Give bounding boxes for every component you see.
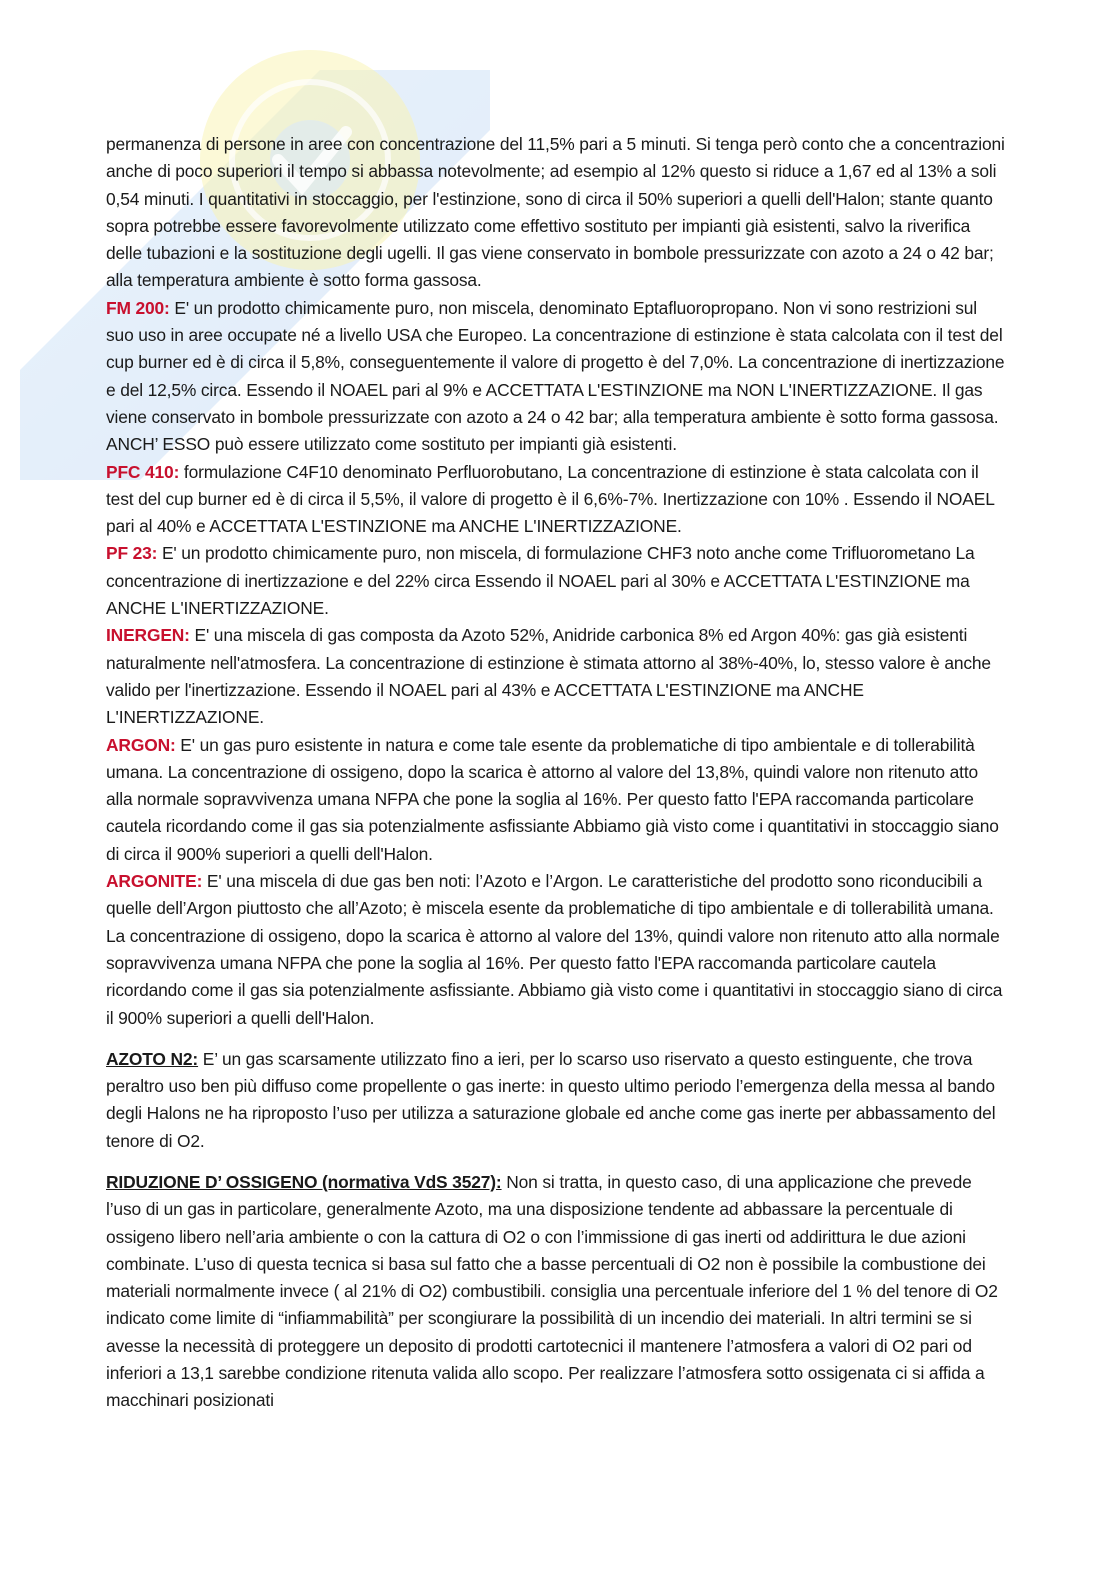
paragraph-heading: PFC 410: [106,461,180,482]
paragraph-heading: FM 200: [106,297,170,318]
paragraph-heading: INERGEN: [106,625,190,646]
paragraph-inergen [106,622,1006,731]
paragraph-text: E' una miscela di due gas ben noti: l’Azoto e l’Argon. Le caratteristiche del prodotto sono riconducibili a quelle dell’Argon piuttosto che all’Azoto; è miscela esente da problematiche di tipo ambientale e di tollerabilità umana. La concentrazione di ossigeno, dopo la scarica è attorno al valore del 13%, quindi valore non ritenuto atto alla normale sopravvivenza umana NFPA che pone la soglia al 16%. Per questo fatto l'EPA raccomanda particolare cautela ricordando come il gas sia potenzialmente asfissiante. Abbiamo già visto come i quantitativi in stoccaggio siano di circa il 900% superiori a quelli dell'Halon. [106,871,1003,1028]
paragraph-text: formulazione C4F10 denominato Perfluorobutano, La concentrazione di estinzione è stata calcolata con il test del cup burner ed è di circa il 5,5%, il valore di progetto è il 6,6%-7%. Inertizzazione con 10% . Essendo il NOAEL pari al 40% e ACCETTATA L'ESTINZIONE ma ANCHE L'INERTIZZAZIONE. [106,461,995,537]
paragraph-text: E' una miscela di gas composta da Azoto 52%, Anidride carbonica 8% ed Argon 40%: gas già esistenti naturalmente nell'atmosfera. La concentrazione di estinzione è stimata attorno al 38%-40%, lo, stesso valore è anche valido per l'inertizzazione. Essendo il NOAEL pari al 43% e ACCETTATA L'ESTINZIONE ma ANCHE L'INERTIZZAZIONE. [106,625,991,728]
paragraph-azoto [106,1046,1006,1155]
paragraph-pf23 [106,540,1006,622]
paragraph-text: E' un gas puro esistente in natura e come tale esente da problematiche di tipo ambientale e di tollerabilità umana. La concentrazione di ossigeno, dopo la scarica è attorno al valore del 13,8%, quindi valore non ritenuto atto alla normale sopravvivenza umana NFPA che pone la soglia al 16%. Per questo fatto l'EPA raccomanda particolare cautela ricordando come il gas sia potenzialmente asfissiante Abbiamo già visto come i quantitativi in stoccaggio siano di circa il 900% superiori a quelli dell'Halon. [106,734,999,864]
paragraph-fm200 [106,295,1006,459]
paragraph-text: E' un prodotto chimicamente puro, non miscela, di formulazione CHF3 noto anche come Trifluorometano La concentrazione di inertizzazione e del 22% circa Essendo il NOAEL pari al 30% e ACCETTATA L'ESTINZIONE ma ANCHE L'INERTIZZAZIONE. [106,543,975,619]
paragraph-argonite [106,868,1006,1032]
paragraph-text: E' un prodotto chimicamente puro, non miscela, denominato Eptafluoropropano. Non vi sono restrizioni sul suo uso in aree occupate né a livello USA che Europeo. La concentrazione di estinzione è stata calcolata con il test del cup burner ed è di circa il 5,8%, conseguentemente il valore di progetto è del 7,0%. La concentrazione di inertizzazione e del 12,5% circa. Essendo il NOAEL pari al 9% e ACCETTATA L'ESTINZIONE ma NON L'INERTIZZAZIONE. Il gas viene conservato in bombole pressurizzate con azoto a 24 o 42 bar; alla temperatura ambiente è sotto forma gassosa. ANCH’ ESSO può essere utilizzato come sostituto per impianti già esistenti. [106,297,1005,455]
paragraph-heading: RIDUZIONE D’ OSSIGENO (normativa VdS 3527): [106,1171,502,1192]
paragraph-heading: PF 23: [106,543,158,564]
paragraph-text: E’ un gas scarsamente utilizzato fino a ieri, per lo scarso uso riservato a questo estinguente, che trova peraltro uso ben più diffuso come propellente o gas inerte: in questo ultimo periodo l’emergenza della messa al bando degli Halons ne ha riproposto l’uso per utilizza a saturazione globale ed anche come gas inerte per abbassamento del tenore di O2. [106,1048,996,1151]
paragraph-intro [106,131,1006,295]
paragraph-pfc410 [106,459,1006,541]
paragraph-text: Non si tratta, in questo caso, di una applicazione che prevede l’uso di un gas in particolare, generalmente Azoto, ma una disposizione tendente ad abbassare la percentuale di ossigeno libero nell’aria ambiente o con la cattura di O2 o con l’immissione di gas inerti od addirittura le due azioni combinate. L’uso di questa tecnica si basa sul fatto che a basse percentuali di O2 non è possibile la combustione dei materiali normalmente invece ( al 21% di O2) combustibili. consiglia una percentuale inferiore del 1 % del tenore di O2 indicato come limite di “infiammabilità” per scongiurare la possibilità di un incendio dei materiali. In altri termini se si avesse la necessità di proteggere un deposito di prodotti cartotecnici il mantenere l’atmosfera a valori di O2 pari od inferiori a 13,1 sarebbe condizione ritenuta valida allo scopo. Per realizzare l’atmosfera sotto ossigenata ci si affida a macchinari posizionati [106,1171,998,1411]
paragraph-heading: ARGONITE: [106,871,203,892]
paragraph-text: permanenza di persone in aree con concentrazione del 11,5% pari a 5 minuti. Si tenga però conto che a concentrazioni anche di poco superiori il tempo si abbassa notevolmente; ad esempio al 12% questo si riduce a 1,67 ed al 13% a soli 0,54 minuti. I quantitativi in stoccaggio, per l'estinzione, sono di circa il 50% superiori a quelli dell'Halon; stante quanto sopra potrebbe essere favorevolmente utilizzato come effettivo sostituto per impianti già esistenti, salvo la riverifica delle tubazioni e la sostituzione degli ugelli. Il gas viene conservato in bombole pressurizzate con azoto a 24 o 42 bar; alla temperatura ambiente è sotto forma gassosa. [106,134,1005,291]
paragraph-heading: ARGON: [106,734,176,755]
paragraph-riduzione [106,1169,1006,1415]
paragraph-heading: AZOTO N2: [106,1048,199,1069]
paragraph-argon [106,732,1006,868]
document-body [106,131,1006,1415]
